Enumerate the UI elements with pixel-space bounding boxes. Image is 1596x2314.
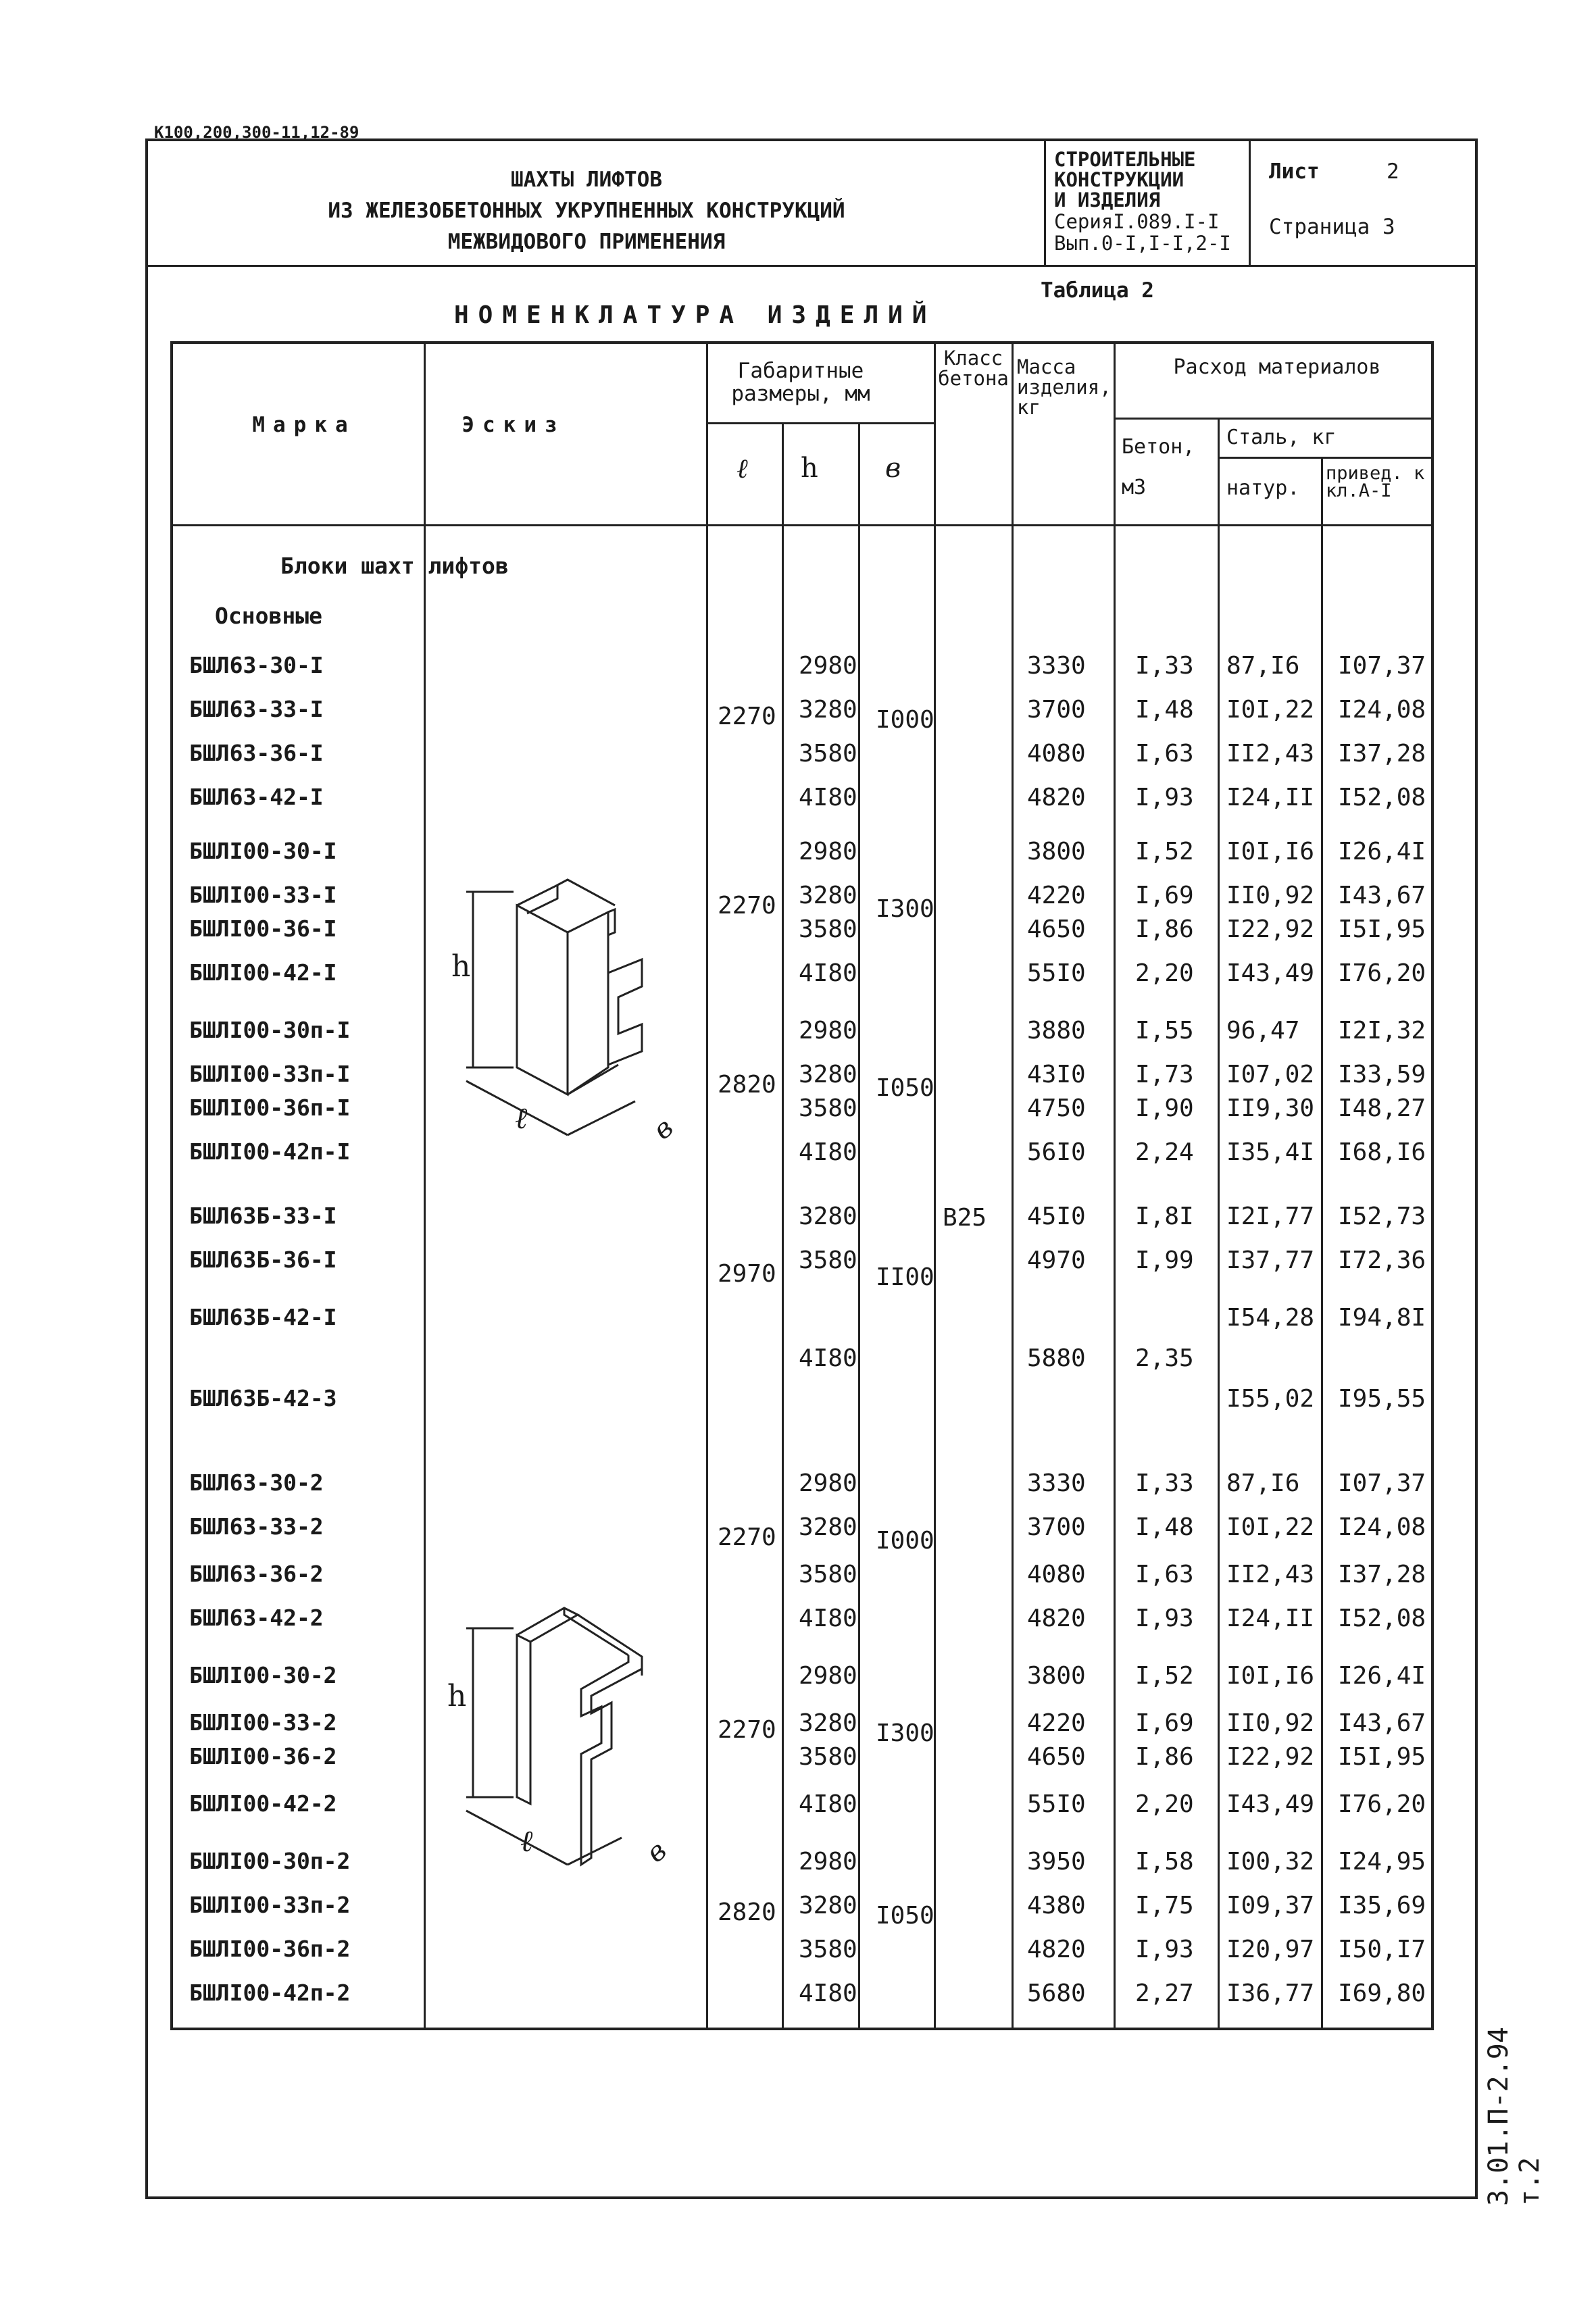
row-concrete: I,33 (1135, 652, 1194, 680)
header-concrete-class: Класс бетона (938, 347, 1009, 390)
row-steel-natural: I43,49 (1226, 959, 1315, 987)
doc-title-line2: ИЗ ЖЕЛЕЗОБЕТОННЫХ УКРУПНЕННЫХ КОНСТРУКЦИЙ (328, 199, 845, 223)
table-label: Таблица 2 (1041, 278, 1154, 303)
row-steel-natural: I07,02 (1226, 1061, 1315, 1088)
row-height: 3580 (799, 915, 857, 943)
row-mass: 3800 (1027, 838, 1086, 865)
row-steel-natural: I37,77 (1226, 1247, 1315, 1274)
row-steel-reduced: I33,59 (1338, 1061, 1426, 1088)
row-steel-reduced: I95,55 (1338, 1385, 1426, 1413)
col-divider-b (934, 341, 936, 2030)
header-steel-reduced: привед. к кл.А-I (1326, 463, 1425, 501)
row-steel-reduced: I35,69 (1338, 1892, 1426, 1919)
row-mark: БШЛ63-30-2 (189, 1469, 324, 1496)
series-line5: Вып.0-I,I-I,2-I (1054, 232, 1231, 255)
row-steel-natural: II2,43 (1226, 1561, 1315, 1588)
row-steel-natural: I2I,77 (1226, 1203, 1315, 1230)
row-steel-natural: I0I,22 (1226, 696, 1315, 724)
row-steel-natural: I0I,22 (1226, 1513, 1315, 1541)
row-divider-consumption (1114, 418, 1434, 420)
series-line2: КОНСТРУКЦИИ (1054, 168, 1184, 191)
header-dims: Габаритные размеры, мм (731, 359, 870, 406)
group-width: I050 (876, 1902, 934, 1930)
row-steel-natural: I0I,I6 (1226, 1662, 1315, 1690)
row-height: 3280 (799, 1203, 857, 1230)
row-concrete: I,90 (1135, 1095, 1194, 1122)
row-mark: БШЛ63-36-I (189, 740, 324, 766)
row-mark: БШЛI00-30-I (189, 838, 337, 864)
row-concrete: I,86 (1135, 915, 1194, 943)
row-steel-natural: 87,I6 (1226, 1469, 1300, 1497)
row-height: 3280 (799, 1709, 857, 1737)
row-mass: 4650 (1027, 1743, 1086, 1771)
row-concrete: I,69 (1135, 1709, 1194, 1737)
row-height: 3280 (799, 882, 857, 909)
col-divider-mark (424, 341, 426, 2030)
sketch2-label-l: ℓ (520, 1824, 533, 1859)
row-mark: БШЛI00-36п-I (189, 1095, 351, 1121)
group-width: I000 (876, 1527, 934, 1555)
sketch1-label-h: h (451, 949, 471, 984)
row-mass: 3700 (1027, 696, 1086, 724)
header-mass: Масса изделия, кг (1017, 355, 1112, 419)
row-concrete: I,48 (1135, 1513, 1194, 1541)
row-mark: БШЛI00-36-I (189, 915, 337, 942)
row-steel-natural: I00,32 (1226, 1848, 1315, 1876)
row-concrete: I,93 (1135, 1605, 1194, 1632)
page-number: Страница 3 (1269, 215, 1395, 239)
col-divider-mass (1114, 341, 1116, 2030)
row-steel-reduced: I26,4I (1338, 838, 1426, 865)
row-steel-reduced: I52,73 (1338, 1203, 1426, 1230)
row-height: 2980 (799, 1469, 857, 1497)
series-line3: И ИЗДЕЛИЯ (1054, 188, 1161, 211)
row-steel-reduced: I76,20 (1338, 1790, 1426, 1818)
group-width: I050 (876, 1074, 934, 1102)
group-length: 2820 (718, 1898, 776, 1926)
row-mass: 4220 (1027, 882, 1086, 909)
row-mark: БШЛ63-42-2 (189, 1605, 324, 1631)
row-mark: БШЛ63-36-2 (189, 1561, 324, 1587)
row-steel-natural: I54,28 (1226, 1304, 1315, 1332)
row-mass: 56I0 (1027, 1138, 1086, 1166)
header-steel-natural: натур. (1226, 476, 1300, 500)
row-mass: 45I0 (1027, 1203, 1086, 1230)
row-height: 2980 (799, 1017, 857, 1045)
row-mark: БШЛ63-42-I (189, 784, 324, 810)
row-mass: 4220 (1027, 1709, 1086, 1737)
row-steel-natural: I24,II (1226, 784, 1315, 811)
row-mass: 4380 (1027, 1892, 1086, 1919)
concrete-class-value: В25 (943, 1204, 987, 1232)
row-steel-reduced: I07,37 (1338, 652, 1426, 680)
header-dim-b: в (885, 453, 901, 484)
row-steel-natural: I0I,I6 (1226, 838, 1315, 865)
col-divider-concrete (1218, 418, 1220, 2030)
col-divider-class (1012, 341, 1014, 2030)
group-width: II00 (876, 1263, 934, 1291)
row-height: 3280 (799, 1513, 857, 1541)
row-steel-reduced: I24,08 (1338, 696, 1426, 724)
sketch2-label-h: h (447, 1679, 467, 1713)
sheet-box-left (1249, 139, 1251, 266)
row-concrete: 2,24 (1135, 1138, 1194, 1166)
row-steel-natural: I35,4I (1226, 1138, 1315, 1166)
row-mass: 4970 (1027, 1247, 1086, 1274)
header-mark: Марка (252, 413, 356, 437)
row-mark: БШЛ63-33-I (189, 696, 324, 722)
row-mass: 5880 (1027, 1344, 1086, 1372)
row-height: 2980 (799, 652, 857, 680)
row-mass: 4820 (1027, 1936, 1086, 1963)
row-steel-natural: I09,37 (1226, 1892, 1315, 1919)
row-concrete: 2,35 (1135, 1344, 1194, 1372)
row-height: 3580 (799, 1561, 857, 1588)
header-concrete: Бетон, м3 (1122, 435, 1195, 499)
header-sketch: Эскиз (462, 413, 566, 437)
row-steel-reduced: I52,08 (1338, 784, 1426, 811)
row-height: 4I80 (799, 1344, 857, 1372)
row-mass: 4750 (1027, 1095, 1086, 1122)
doc-title-line3: МЕЖВИДОВОГО ПРИМЕНЕНИЯ (447, 230, 726, 254)
row-concrete: I,63 (1135, 1561, 1194, 1588)
row-steel-reduced: I26,4I (1338, 1662, 1426, 1690)
group-width: I300 (876, 1719, 934, 1747)
header-bottom-line (170, 524, 1434, 526)
document-code: К100,200,300-11,12-89 (154, 123, 359, 142)
row-steel-reduced: I37,28 (1338, 1561, 1426, 1588)
row-steel-natural: I24,II (1226, 1605, 1315, 1632)
row-concrete: I,58 (1135, 1848, 1194, 1876)
row-height: 4I80 (799, 1605, 857, 1632)
row-mass: 4080 (1027, 1561, 1086, 1588)
row-mark: БШЛ63Б-36-I (189, 1247, 337, 1273)
group-length: 2270 (718, 1716, 776, 1744)
row-mark: БШЛ63Б-33-I (189, 1203, 337, 1229)
row-mark: БШЛI00-33-2 (189, 1709, 337, 1736)
sheet-label: Лист (1269, 159, 1320, 184)
row-steel-reduced: I72,36 (1338, 1247, 1426, 1274)
row-height: 3580 (799, 740, 857, 768)
row-steel-natural: I36,77 (1226, 1980, 1315, 2007)
row-mark: БШЛI00-36п-2 (189, 1936, 351, 1962)
section-title: Блоки шахт лифтов (280, 553, 509, 579)
row-mark: БШЛ63Б-42-3 (189, 1385, 337, 1411)
row-steel-reduced: I43,67 (1338, 882, 1426, 909)
row-steel-natural: 87,I6 (1226, 652, 1300, 680)
row-mark: БШЛ63-33-2 (189, 1513, 324, 1540)
row-mark: БШЛI00-33п-2 (189, 1892, 351, 1918)
row-mass: 4080 (1027, 740, 1086, 768)
row-steel-natural: 96,47 (1226, 1017, 1300, 1045)
row-steel-reduced: I69,80 (1338, 1980, 1426, 2007)
series-line1: СТРОИТЕЛЬНЫЕ (1054, 148, 1196, 171)
col-divider-steel (1321, 457, 1323, 2030)
row-mass: 4820 (1027, 784, 1086, 811)
row-mass: 55I0 (1027, 1790, 1086, 1818)
row-concrete: I,63 (1135, 740, 1194, 768)
row-steel-reduced: I50,I7 (1338, 1936, 1426, 1963)
row-steel-natural: I20,97 (1226, 1936, 1315, 1963)
group-length: 2270 (718, 703, 776, 730)
row-concrete: I,52 (1135, 1662, 1194, 1690)
row-height: 2980 (799, 1848, 857, 1876)
row-mark: БШЛI00-42п-2 (189, 1980, 351, 2006)
row-height: 3280 (799, 696, 857, 724)
row-concrete: I,69 (1135, 882, 1194, 909)
row-height: 4I80 (799, 1138, 857, 1166)
row-height: 3580 (799, 1743, 857, 1771)
row-mark: БШЛI00-30п-2 (189, 1848, 351, 1874)
row-steel-natural: II0,92 (1226, 882, 1315, 909)
title-divider (145, 265, 1478, 267)
row-mass: 43I0 (1027, 1061, 1086, 1088)
row-steel-reduced: I2I,32 (1338, 1017, 1426, 1045)
row-height: 3280 (799, 1892, 857, 1919)
row-concrete: I,93 (1135, 1936, 1194, 1963)
row-steel-natural: I43,49 (1226, 1790, 1315, 1818)
row-height: 2980 (799, 1662, 857, 1690)
row-mass: 3800 (1027, 1662, 1086, 1690)
series-box-left (1044, 139, 1046, 266)
row-mass: 55I0 (1027, 959, 1086, 987)
row-steel-natural: I22,92 (1226, 1743, 1315, 1771)
row-concrete: I,93 (1135, 784, 1194, 811)
row-height: 3580 (799, 1095, 857, 1122)
header-dim-h: h (801, 453, 818, 484)
sketch1-label-b: в (647, 1111, 680, 1147)
row-steel-natural: II2,43 (1226, 740, 1315, 768)
row-steel-natural: I55,02 (1226, 1385, 1315, 1413)
row-mark: БШЛI00-33-I (189, 882, 337, 908)
series-line4: СерияI.089.I-I (1054, 210, 1220, 233)
row-concrete: I,73 (1135, 1061, 1194, 1088)
row-divider-dims (706, 422, 934, 424)
row-mass: 3330 (1027, 652, 1086, 680)
row-steel-reduced: I68,I6 (1338, 1138, 1426, 1166)
row-mass: 3880 (1027, 1017, 1086, 1045)
group-length: 2270 (718, 892, 776, 920)
row-steel-reduced: I43,67 (1338, 1709, 1426, 1737)
block-sketch-closed (446, 1581, 716, 1892)
row-concrete: 2,20 (1135, 1790, 1194, 1818)
row-mass: 4650 (1027, 915, 1086, 943)
row-height: 4I80 (799, 959, 857, 987)
row-mass: 3330 (1027, 1469, 1086, 1497)
row-steel-natural: II0,92 (1226, 1709, 1315, 1737)
row-steel-reduced: I76,20 (1338, 959, 1426, 987)
sketch1-label-l: ℓ (515, 1101, 528, 1136)
row-mark: БШЛ63-30-I (189, 652, 324, 678)
group-length: 2970 (718, 1260, 776, 1288)
row-divider-steel (1218, 457, 1434, 459)
col-divider-h (858, 422, 860, 2030)
subsection-title: Основные (215, 603, 322, 629)
sketch2-label-b: в (640, 1834, 673, 1869)
row-concrete: 2,27 (1135, 1980, 1194, 2007)
side-code: 3.01.П-2.94 т.2 (1483, 2027, 1545, 2206)
row-concrete: I,8I (1135, 1203, 1194, 1230)
header-steel: Сталь, кг (1226, 426, 1337, 449)
row-steel-reduced: I37,28 (1338, 740, 1426, 768)
row-concrete: I,99 (1135, 1247, 1194, 1274)
group-length: 2820 (718, 1071, 776, 1099)
row-concrete: 2,20 (1135, 959, 1194, 987)
header-consumption: Расход материалов (1173, 355, 1381, 379)
row-mark: БШЛI00-42п-I (189, 1138, 351, 1165)
group-length: 2270 (718, 1524, 776, 1551)
row-steel-natural: II9,30 (1226, 1095, 1315, 1122)
row-steel-reduced: I24,08 (1338, 1513, 1426, 1541)
row-concrete: I,48 (1135, 696, 1194, 724)
row-height: 4I80 (799, 784, 857, 811)
group-width: I300 (876, 895, 934, 923)
row-mark: БШЛI00-33п-I (189, 1061, 351, 1087)
row-height: 2980 (799, 838, 857, 865)
row-height: 3580 (799, 1247, 857, 1274)
row-concrete: I,75 (1135, 1892, 1194, 1919)
row-steel-reduced: I48,27 (1338, 1095, 1426, 1122)
row-mass: 4820 (1027, 1605, 1086, 1632)
block-sketch-open (446, 865, 716, 1176)
row-height: 4I80 (799, 1790, 857, 1818)
row-concrete: I,86 (1135, 1743, 1194, 1771)
row-steel-natural: I22,92 (1226, 915, 1315, 943)
row-steel-reduced: I5I,95 (1338, 1743, 1426, 1771)
row-mark: БШЛI00-42-2 (189, 1790, 337, 1817)
table-title: НОМЕНКЛАТУРА ИЗДЕЛИЙ (454, 301, 937, 329)
row-mass: 3700 (1027, 1513, 1086, 1541)
header-dim-l: ℓ (737, 453, 748, 484)
row-mark: БШЛI00-36-2 (189, 1743, 337, 1769)
row-height: 3280 (799, 1061, 857, 1088)
sheet-number: 2 (1387, 159, 1399, 184)
row-steel-reduced: I5I,95 (1338, 915, 1426, 943)
row-mark: БШЛI00-42-I (189, 959, 337, 986)
group-width: I000 (876, 706, 934, 734)
row-concrete: I,52 (1135, 838, 1194, 865)
row-mark: БШЛI00-30-2 (189, 1662, 337, 1688)
row-steel-reduced: I94,8I (1338, 1304, 1426, 1332)
row-steel-reduced: I24,95 (1338, 1848, 1426, 1876)
row-mass: 3950 (1027, 1848, 1086, 1876)
row-mark: БШЛ63Б-42-I (189, 1304, 337, 1330)
row-steel-reduced: I07,37 (1338, 1469, 1426, 1497)
row-height: 3580 (799, 1936, 857, 1963)
row-steel-reduced: I52,08 (1338, 1605, 1426, 1632)
nomenclature-table (170, 341, 1434, 2030)
col-divider-l (782, 422, 784, 2030)
row-concrete: I,33 (1135, 1469, 1194, 1497)
row-mass: 5680 (1027, 1980, 1086, 2007)
doc-title-line1: ШАХТЫ ЛИФТОВ (511, 168, 662, 192)
row-height: 4I80 (799, 1980, 857, 2007)
row-mark: БШЛI00-30п-I (189, 1017, 351, 1043)
row-concrete: I,55 (1135, 1017, 1194, 1045)
